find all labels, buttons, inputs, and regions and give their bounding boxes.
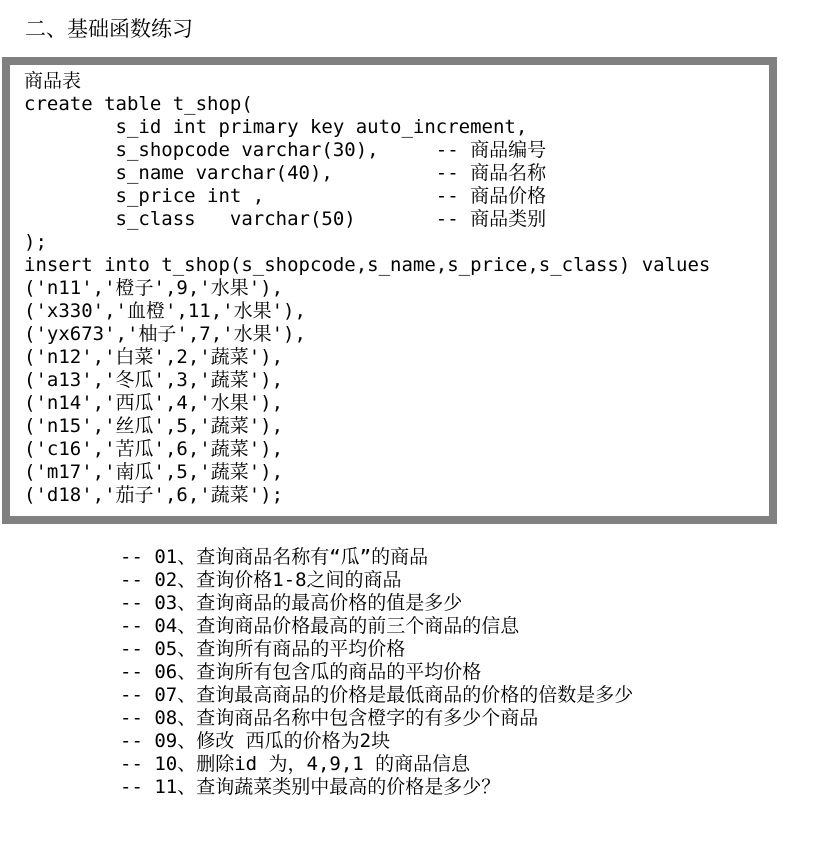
exercise-item: -- 07、查询最高商品的价格是最低商品的价格的倍数是多少 bbox=[120, 684, 634, 706]
code-line-column-s-class: s_class varchar(50) -- 商品类别 bbox=[24, 208, 547, 230]
code-line-value-row: ('x330','血橙',11,'水果'), bbox=[24, 300, 306, 322]
exercise-item: -- 02、查询价格1-8之间的商品 bbox=[120, 569, 402, 591]
code-line-value-row: ('n12','白菜',2,'蔬菜'), bbox=[24, 346, 284, 368]
section-heading: 二、基础函数练习 bbox=[25, 17, 193, 41]
code-line-value-row: ('a13','冬瓜',3,'蔬菜'), bbox=[24, 369, 284, 391]
exercise-item: -- 03、查询商品的最高价格的值是多少 bbox=[120, 592, 463, 614]
exercise-item: -- 05、查询所有商品的平均价格 bbox=[120, 638, 406, 660]
code-line-value-row: ('n15','丝瓜',5,'蔬菜'), bbox=[24, 415, 284, 437]
code-line-create-table: create table t_shop( bbox=[24, 93, 253, 115]
code-line-column-s-id: s_id int primary key auto_increment, bbox=[24, 116, 528, 138]
code-line-value-row: ('d18','茄子',6,'蔬菜'); bbox=[24, 484, 284, 506]
code-line-close-paren: ); bbox=[24, 231, 47, 253]
code-line-value-row: ('n11','橙子',9,'水果'), bbox=[24, 277, 284, 299]
code-line-value-row: ('m17','南瓜',5,'蔬菜'), bbox=[24, 461, 284, 483]
code-line-column-s-price: s_price int , -- 商品价格 bbox=[24, 185, 547, 207]
exercise-item: -- 04、查询商品价格最高的前三个商品的信息 bbox=[120, 615, 520, 637]
exercise-item: -- 10、删除id 为，4,9,1 的商品信息 bbox=[120, 753, 471, 775]
code-block bbox=[2, 57, 777, 524]
exercise-item: -- 08、查询商品名称中包含橙字的有多少个商品 bbox=[120, 707, 539, 729]
code-line-value-row: ('yx673','柚子',7,'水果'), bbox=[24, 323, 306, 345]
code-line-column-s-shopcode: s_shopcode varchar(30), -- 商品编号 bbox=[24, 139, 547, 161]
code-line-insert: insert into t_shop(s_shopcode,s_name,s_price,s_class) values bbox=[24, 254, 711, 276]
exercise-list bbox=[120, 546, 633, 799]
exercise-item: -- 06、查询所有包含瓜的商品的平均价格 bbox=[120, 661, 482, 683]
exercise-item: -- 01、查询商品名称有“瓜”的商品 bbox=[120, 546, 429, 568]
code-line-value-row: ('n14','西瓜',4,'水果'), bbox=[24, 392, 284, 414]
code-line-value-row: ('c16','苦瓜',6,'蔬菜'), bbox=[24, 438, 284, 460]
exercise-item: -- 09、修改 西瓜的价格为2块 bbox=[120, 730, 391, 752]
exercise-item: -- 11、查询蔬菜类别中最高的价格是多少？ bbox=[120, 776, 501, 798]
code-lines bbox=[24, 70, 710, 507]
code-line-column-s-name: s_name varchar(40), -- 商品名称 bbox=[24, 162, 547, 184]
code-line-table-label: 商品表 bbox=[24, 70, 82, 92]
